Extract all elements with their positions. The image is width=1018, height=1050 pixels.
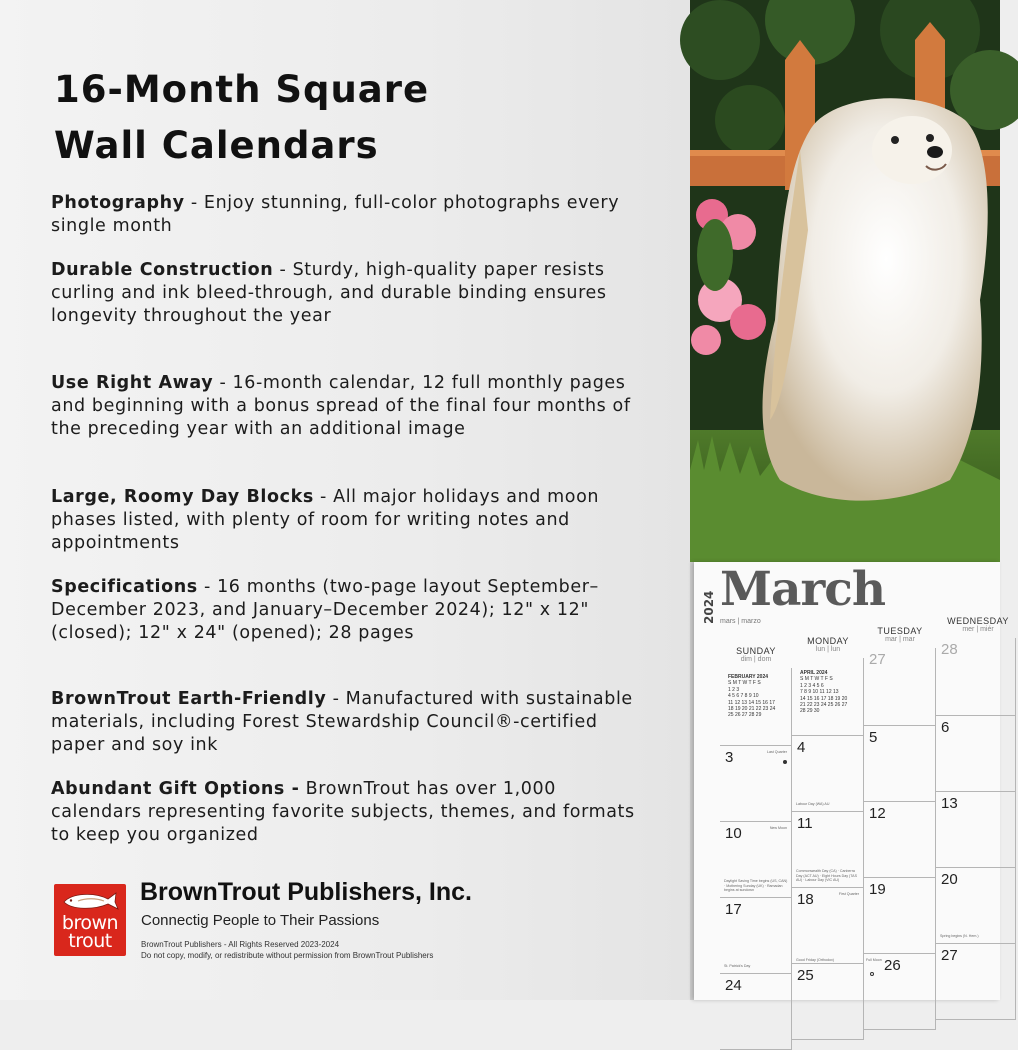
feature-earth-friendly: BrownTrout Earth-Friendly - Manufactured with sustainable materials, including Forest Stewardship Council®-certified paper and soy ink	[51, 689, 633, 755]
title-line-2: Wall Calendars	[54, 124, 379, 167]
day-cell[interactable]: 18 First Quarter	[792, 888, 864, 964]
moon-phase-icon	[783, 760, 787, 764]
day-header-wednesday: WEDNESDAY mer | miér	[947, 616, 1009, 633]
day-header-tuesday: TUESDAY mar | mar	[877, 626, 923, 643]
trout-icon	[60, 888, 120, 914]
day-cell[interactable]: 24	[720, 974, 792, 1050]
day-cell[interactable]	[792, 658, 864, 736]
feature-day-blocks: Large, Roomy Day Blocks - All major holidays and moon phases listed, with plenty of room for writing notes and appointments	[51, 487, 600, 553]
feature-specifications: Specifications - 16 months (two-page layout September–December 2023, and January–December 2024); 12" x 12" (closed); 12" x 24" (opened); 28 pages	[51, 577, 599, 643]
day-cell[interactable]: 12	[864, 802, 936, 878]
calendar-grid-page	[694, 562, 1009, 1000]
day-cell[interactable]: 6	[936, 716, 1016, 792]
day-cell[interactable]: 17 St. Patrick's Day	[720, 898, 792, 974]
page-title	[54, 62, 654, 174]
copyright-notice: BrownTrout Publishers - All Rights Reserved 2023-2024 Do not copy, modify, or redistribute without permission from BrownTrout Publishers	[141, 940, 434, 960]
logo-text-brown: brown	[61, 912, 119, 934]
calendar-month: March	[720, 562, 886, 617]
day-cell[interactable]: 28	[936, 638, 1016, 716]
day-cell[interactable]: 13	[936, 792, 1016, 868]
day-cell[interactable]	[720, 668, 792, 746]
company-tagline: Connectig People to Their Passions	[141, 912, 380, 929]
day-cell[interactable]: 27	[936, 944, 1016, 1020]
day-cell[interactable]: 25 Good Friday (Orthodox)	[792, 964, 864, 1040]
mini-calendar-april: APRIL 2024 S M T W T F S 1 2 3 4 5 6 7 8 9 10 11 12 13 14 15 16 17 18 19 20 21 22 23 24 25 26 27 28 29 30	[800, 670, 848, 715]
day-cell[interactable]: 4 Labour Day (WA) AU	[792, 736, 864, 812]
calendar-year: 2024	[702, 590, 716, 624]
full-moon-icon	[870, 972, 874, 976]
day-cell[interactable]: 27	[864, 648, 936, 726]
day-cell[interactable]: 11 Commonwealth Day (CA) · Canberra Day (ACT AU) · Eight Hours Day (TAS AU) · Labour Day (VIC AU)	[792, 812, 864, 888]
company-name: BrownTrout Publishers, Inc.	[140, 878, 472, 906]
title-line-1: 16-Month Square	[54, 68, 430, 111]
day-cell[interactable]: 10 New Moon Daylight Saving Time begins (US, CAN) · Mothering Sunday (UK) · Ramadan begins at sundown	[720, 822, 792, 898]
dog-photo-icon	[690, 0, 1000, 562]
logo-text-trout: trout	[68, 930, 112, 952]
browntrout-logo	[54, 884, 126, 956]
day-cell[interactable]: 20 Spring begins (N. Hem.)	[936, 868, 1016, 944]
day-cell[interactable]: 5	[864, 726, 936, 802]
day-header-sunday: SUNDAY dim | dom	[736, 646, 776, 663]
day-cell[interactable]: 3 Last Quarter	[720, 746, 792, 822]
day-header-monday: MONDAY lun | lun	[807, 636, 849, 653]
calendar-photo	[690, 0, 1000, 562]
day-cell[interactable]: 19	[864, 878, 936, 954]
feature-photography: Photography - Enjoy stunning, full-color photographs every single month	[51, 193, 620, 236]
feature-durable-construction: Durable Construction - Sturdy, high-quality paper resists curling and ink bleed-through, and durable binding ensures longevity throughout the year	[51, 260, 607, 326]
mini-calendar-february: FEBRUARY 2024 S M T W T F S 1 2 3 4 5 6 7 8 9 10 11 12 13 14 15 16 17 18 19 20 21 22 23 24 25 26 27 28 29	[728, 674, 776, 719]
feature-use-right-away: Use Right Away - 16-month calendar, 12 full monthly pages and beginning with a bonus spread of the final four months of the preceding year with an additional image	[51, 373, 631, 439]
calendar-preview	[690, 0, 1009, 1000]
day-cell[interactable]: 26 Full Moon	[864, 954, 936, 1030]
calendar-month-alt: mars | marzo	[720, 618, 761, 625]
feature-gift-options: Abundant Gift Options - BrownTrout has over 1,000 calendars representing favorite subjects, themes, and formats to keep you organized	[51, 779, 635, 845]
